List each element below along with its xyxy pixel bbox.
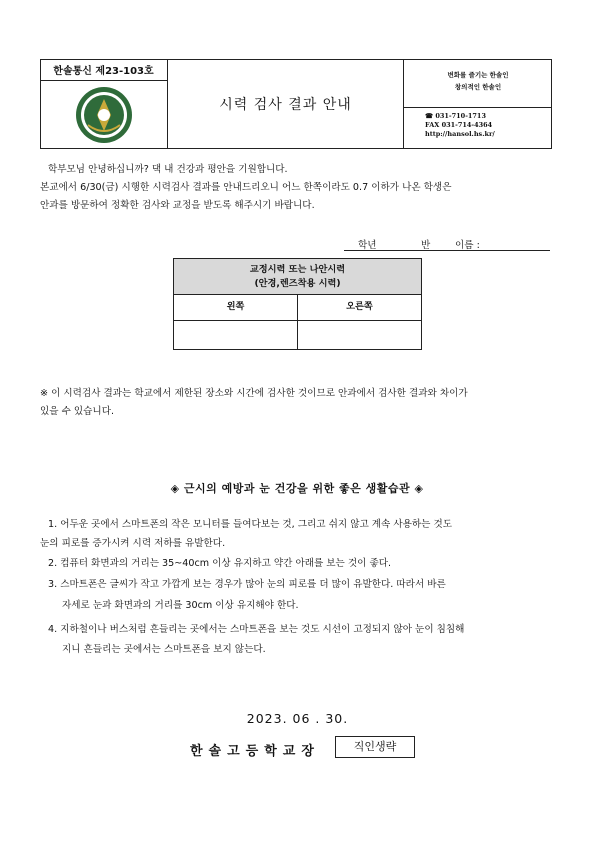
school-fax: FAX 031-714-4364 [425, 121, 493, 129]
page-title: 시력 검사 결과 안내 [168, 59, 404, 149]
tip-1-line-2: 눈의 피로를 증가시켜 시력 저하를 유발한다. [40, 538, 226, 549]
tip-3-line-1: 3. 스마트폰은 글씨가 작고 가깝게 보는 경우가 많아 눈의 피로를 더 많이 유발한다. 따라서 바른 [48, 579, 446, 590]
tip-4-line-1: 4. 지하철이나 버스처럼 흔들리는 곳에서는 스마트폰을 보는 것도 시선이 고정되지 않아 눈이 침침해 [48, 624, 465, 635]
school-principal: 한솔고등학교장 [190, 744, 320, 759]
tip-2: 2. 컴퓨터 화면과의 거리는 35~40cm 이상 유지하고 약간 아래를 보는 것이 좋다. [48, 558, 392, 569]
name-label: 이름 : [455, 240, 480, 251]
issue-number: 한솔통신 제23-103호 [40, 59, 168, 81]
class-label: 반 [421, 240, 431, 251]
seal-omitted-box: 직인생략 [335, 736, 415, 758]
right-eye-value[interactable] [297, 321, 422, 350]
school-phone: ☎ 031-710-1713 [425, 112, 486, 120]
issue-date: 2023. 06 . 30. [246, 711, 349, 726]
school-emblem-icon [74, 85, 134, 145]
logo-cell [40, 81, 168, 149]
tips-title: ◈ 근시의 예방과 눈 건강을 위한 좋은 생활습관 ◈ [170, 482, 424, 495]
vision-header-line1: 교정시력 또는 나안시력 [249, 264, 346, 275]
divider [404, 107, 552, 108]
note-line-1: ※ 이 시력검사 결과는 학교에서 제한된 장소와 시간에 검사한 것이므로 안과에서 검사한 결과와 차이가 [40, 388, 468, 399]
tip-3-line-2: 자세로 눈과 화면과의 거리를 30cm 이상 유지해야 한다. [62, 600, 299, 611]
tip-1-line-1: 1. 어두운 곳에서 스마트폰의 작은 모니터를 들여다보는 것, 그리고 쉬지 않고 계속 사용하는 것도 [48, 519, 453, 530]
vision-table-header [173, 258, 422, 295]
school-motto-1: 변화를 즐기는 한솔인 [447, 71, 509, 79]
left-eye-value[interactable] [173, 321, 298, 350]
intro-line-2: 안과를 방문하여 정확한 검사와 교정을 받도록 해주시기 바랍니다. [40, 200, 315, 211]
school-url[interactable]: http://hansol.hs.kr/ [425, 130, 495, 138]
greeting: 학부모님 안녕하십니까? 댁 내 건강과 평안을 기원합니다. [48, 164, 288, 175]
vision-header-line2: (안경,렌즈착용 시력) [254, 278, 341, 289]
col-right-header: 오른쪽 [297, 295, 422, 321]
col-left-header: 왼쪽 [173, 295, 298, 321]
grade-label: 학년 [358, 240, 377, 251]
tip-4-line-2: 지니 흔들리는 곳에서는 스마트폰을 보지 않는다. [62, 644, 266, 655]
school-motto-2: 창의적인 한솔인 [454, 83, 502, 91]
note-line-2: 있을 수 있습니다. [40, 406, 115, 417]
intro-line-1: 본교에서 6/30(금) 시행한 시력검사 결과를 안내드리오니 어느 한쪽이라도 0.7 이하가 나온 학생은 [40, 182, 452, 193]
